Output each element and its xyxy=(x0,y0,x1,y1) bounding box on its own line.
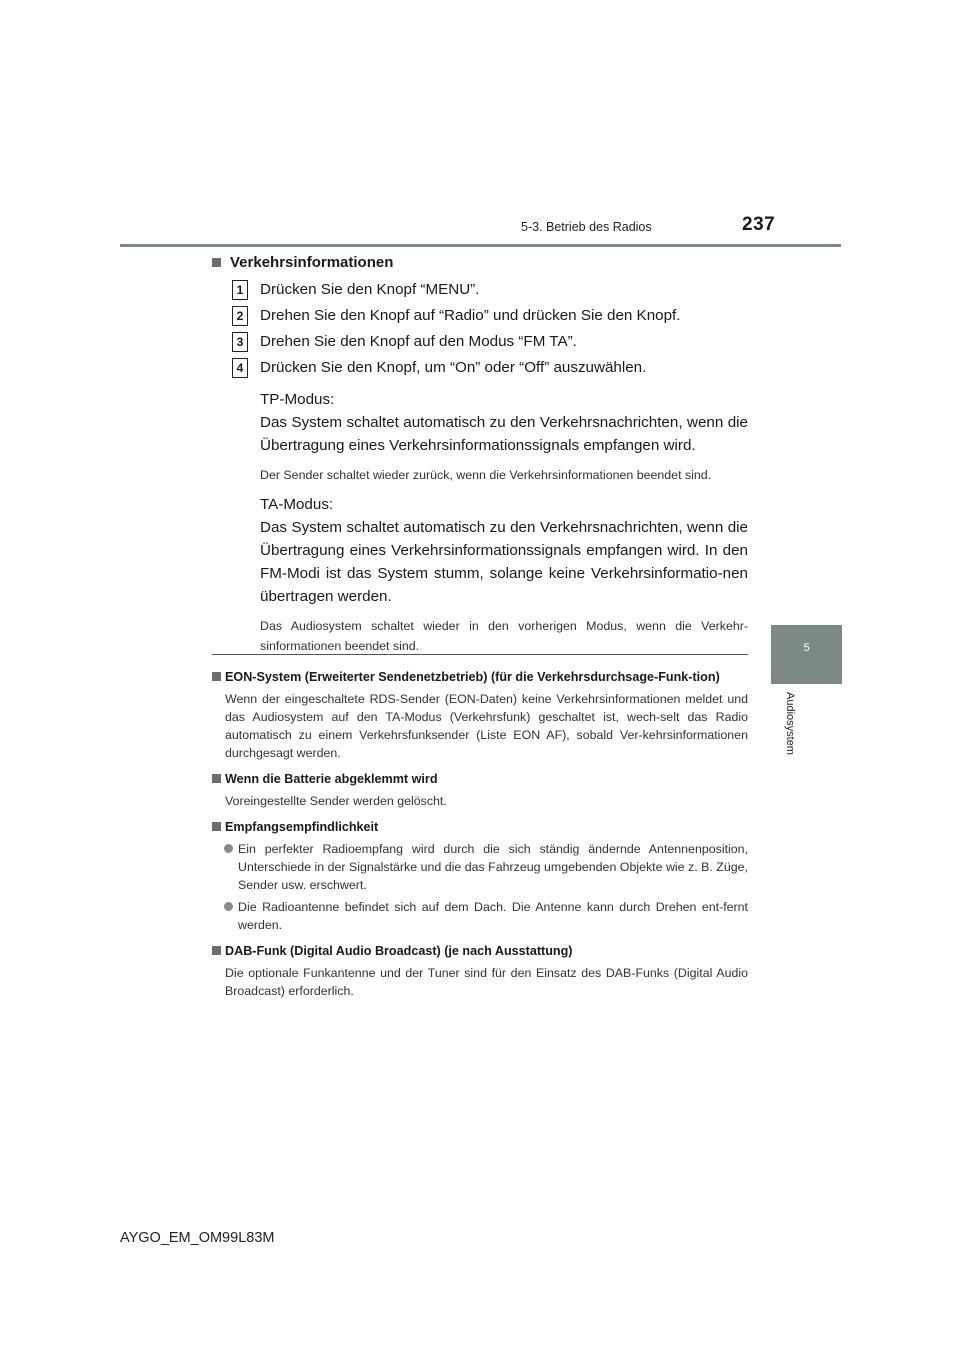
step-number-box: 3 xyxy=(232,332,248,352)
square-bullet-icon xyxy=(212,774,221,783)
step-2 xyxy=(212,304,748,328)
note-title xyxy=(212,770,748,788)
note-title-text: Wenn die Batterie abgeklemmt wird xyxy=(225,772,438,786)
note-eon xyxy=(212,668,748,762)
list-item-text: Ein perfekter Radioempfang wird durch die sich ständig ändernde Antennenposition, Unterschiede in der Signalstärke und die das Fahrzeug umgebenden Objekte wie z. B. Züge, Sender usw. erschwert. xyxy=(238,842,748,892)
chapter-tab xyxy=(771,625,842,684)
note-battery xyxy=(212,770,748,810)
step-number-box: 4 xyxy=(232,358,248,378)
note-title-text: Empfangsempfindlichkeit xyxy=(225,820,379,834)
document-code: AYGO_EM_OM99L83M xyxy=(120,1230,275,1246)
note-text: Die optionale Funkantenne und der Tuner sind für den Einsatz des DAB-Funks (Digital Audio Broadcast) erforderlich. xyxy=(225,966,748,998)
ta-mode-paragraph xyxy=(212,493,748,608)
note-text: Voreingestellte Sender werden gelöscht. xyxy=(225,794,447,808)
list-item xyxy=(212,898,748,934)
square-bullet-icon xyxy=(212,672,221,681)
tp-mode-paragraph xyxy=(212,388,748,457)
page-number: 237 xyxy=(742,214,776,235)
step-text: Drücken Sie den Knopf “MENU”. xyxy=(260,281,480,298)
ta-mode-note: Das Audiosystem schaltet wieder in den vorherigen Modus, wenn die Verkehr-sinformationen beendet sind. xyxy=(260,619,748,653)
list-item xyxy=(212,840,748,894)
section-header: 5-3. Betrieb des Radios xyxy=(521,220,652,234)
square-bullet-icon xyxy=(212,946,221,955)
chapter-number: 5 xyxy=(803,642,810,654)
step-1 xyxy=(212,278,748,302)
ta-mode-text: Das System schaltet automatisch zu den Verkehrsnachrichten, wenn die Übertragung eines Verkehrsinformationssignals empfangen wird. In den FM-Modi ist das System stumm, solange keine Verkehrsinformatio-nen übertragen werden. xyxy=(260,519,748,605)
note-reception xyxy=(212,818,748,934)
circle-bullet-icon xyxy=(224,844,233,853)
note-title xyxy=(212,668,748,686)
note-title xyxy=(212,818,748,836)
section-title-text: Verkehrsinformationen xyxy=(230,254,394,271)
step-text: Drehen Sie den Knopf auf “Radio” und drücken Sie den Knopf. xyxy=(260,307,681,324)
section-title xyxy=(212,254,748,271)
note-title-text: EON-System (Erweiterter Sendenetzbetrieb) (für die Verkehrsdurchsage-Funk-tion) xyxy=(225,670,720,684)
step-number-box: 2 xyxy=(232,306,248,326)
list-item-text: Die Radioantenne befindet sich auf dem Dach. Die Antenne kann durch Drehen ent-fernt werden. xyxy=(238,900,748,932)
step-3 xyxy=(212,330,748,354)
note-dab xyxy=(212,942,748,1000)
tp-mode-text: Das System schaltet automatisch zu den Verkehrsnachrichten, wenn die Übertragung eines Verkehrsinformationssignals empfangen wird. xyxy=(260,414,748,454)
tp-mode-note: Der Sender schaltet wieder zurück, wenn die Verkehrsinformationen beendet sind. xyxy=(260,468,712,482)
circle-bullet-icon xyxy=(224,902,233,911)
step-text: Drücken Sie den Knopf, um “On” oder “Off” auszuwählen. xyxy=(260,359,647,376)
square-bullet-icon xyxy=(212,822,221,831)
chapter-label-box xyxy=(776,692,836,772)
step-4 xyxy=(212,356,748,380)
chapter-label: Audiosystem xyxy=(784,692,796,755)
square-bullet-icon xyxy=(212,258,221,267)
notes-section xyxy=(212,668,748,1008)
ta-mode-label: TA-Modus: xyxy=(260,496,334,513)
note-title-text: DAB-Funk (Digital Audio Broadcast) (je nach Ausstattung) xyxy=(225,944,573,958)
section-divider xyxy=(212,654,748,655)
note-title xyxy=(212,942,748,960)
note-text: Wenn der eingeschaltete RDS-Sender (EON-Daten) keine Verkehrsinformationen meldet und das Audiosystem auf den TA-Modus (Verkehrsfunk) geschaltet ist, wech-selt das Radio automatisch zu einem Verkehrsfunksender (Liste EON AF), sobald Ver-kehrsinformationen durchgesagt werden. xyxy=(225,692,748,760)
step-number-box: 1 xyxy=(232,280,248,300)
main-content xyxy=(212,254,748,656)
header-divider xyxy=(120,244,841,247)
step-text: Drehen Sie den Knopf auf den Modus “FM TA”. xyxy=(260,333,577,350)
tp-mode-label: TP-Modus: xyxy=(260,391,335,408)
